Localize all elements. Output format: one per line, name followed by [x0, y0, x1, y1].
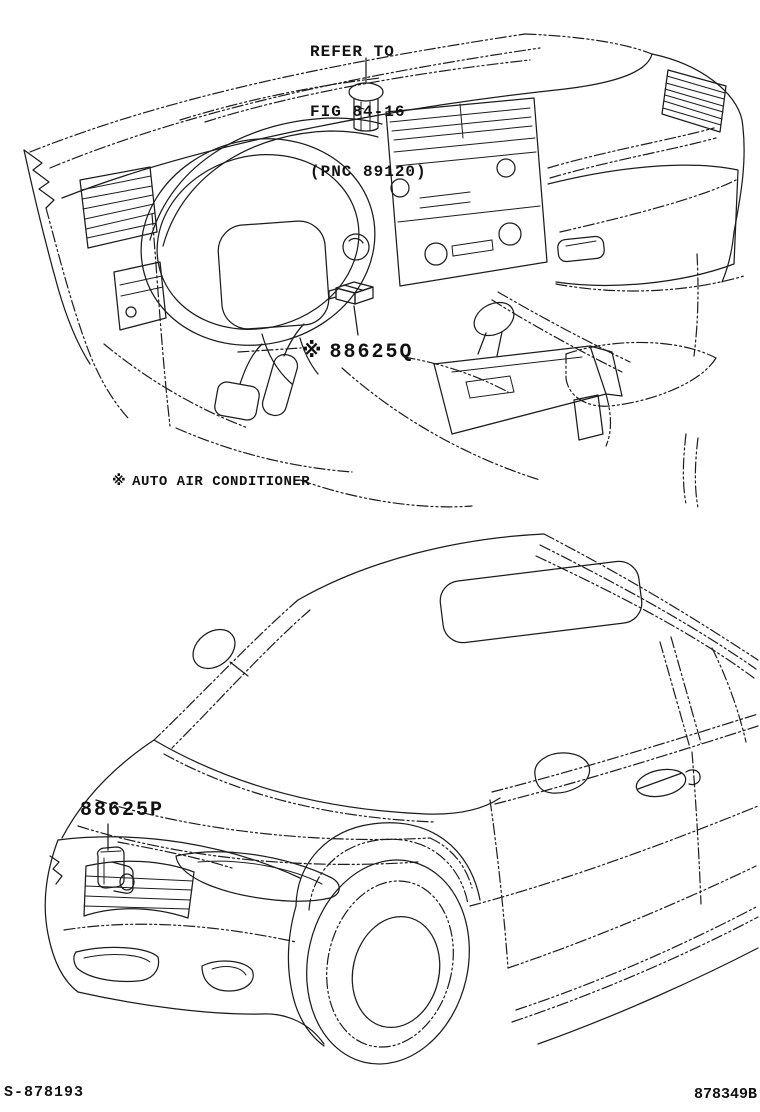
refer-note-line1: REFER TO [310, 43, 395, 61]
armrest-seat [492, 254, 716, 508]
part-label-88625p [80, 799, 164, 822]
figure-reference-note [310, 2, 427, 222]
driver-side-vent [80, 167, 157, 248]
drawing-code-right: 878349B [694, 1086, 758, 1103]
headlight [176, 852, 339, 901]
front-fascia [45, 837, 339, 1044]
part-label-88625q [302, 338, 413, 364]
sensor-88625q-drawing [329, 282, 373, 335]
lower-switch-panel [104, 262, 248, 428]
door-handle [634, 765, 700, 800]
part-number-q: 88625Q [329, 341, 414, 364]
front-wheel [287, 823, 489, 1081]
auto-ac-note [112, 473, 310, 490]
auto-ac-note-text: AUTO AIR CONDITIONER [132, 474, 311, 490]
refer-note-line2: FIG 84-16 [310, 103, 406, 121]
glovebox [548, 128, 744, 291]
passenger-side-vent [662, 70, 726, 132]
fog-lamp [202, 961, 253, 991]
sensor-88625p-drawing [97, 824, 134, 893]
drawing-code-left: S-878193 [4, 1084, 85, 1101]
part-number-p: 88625P [80, 799, 165, 822]
driver-mirror [185, 621, 242, 676]
sensor-q-leader-line [354, 306, 358, 335]
reference-mark: ※ [302, 338, 324, 362]
reference-mark: ※ [112, 473, 127, 489]
refer-note-line3: (PNC 89120) [310, 163, 427, 181]
